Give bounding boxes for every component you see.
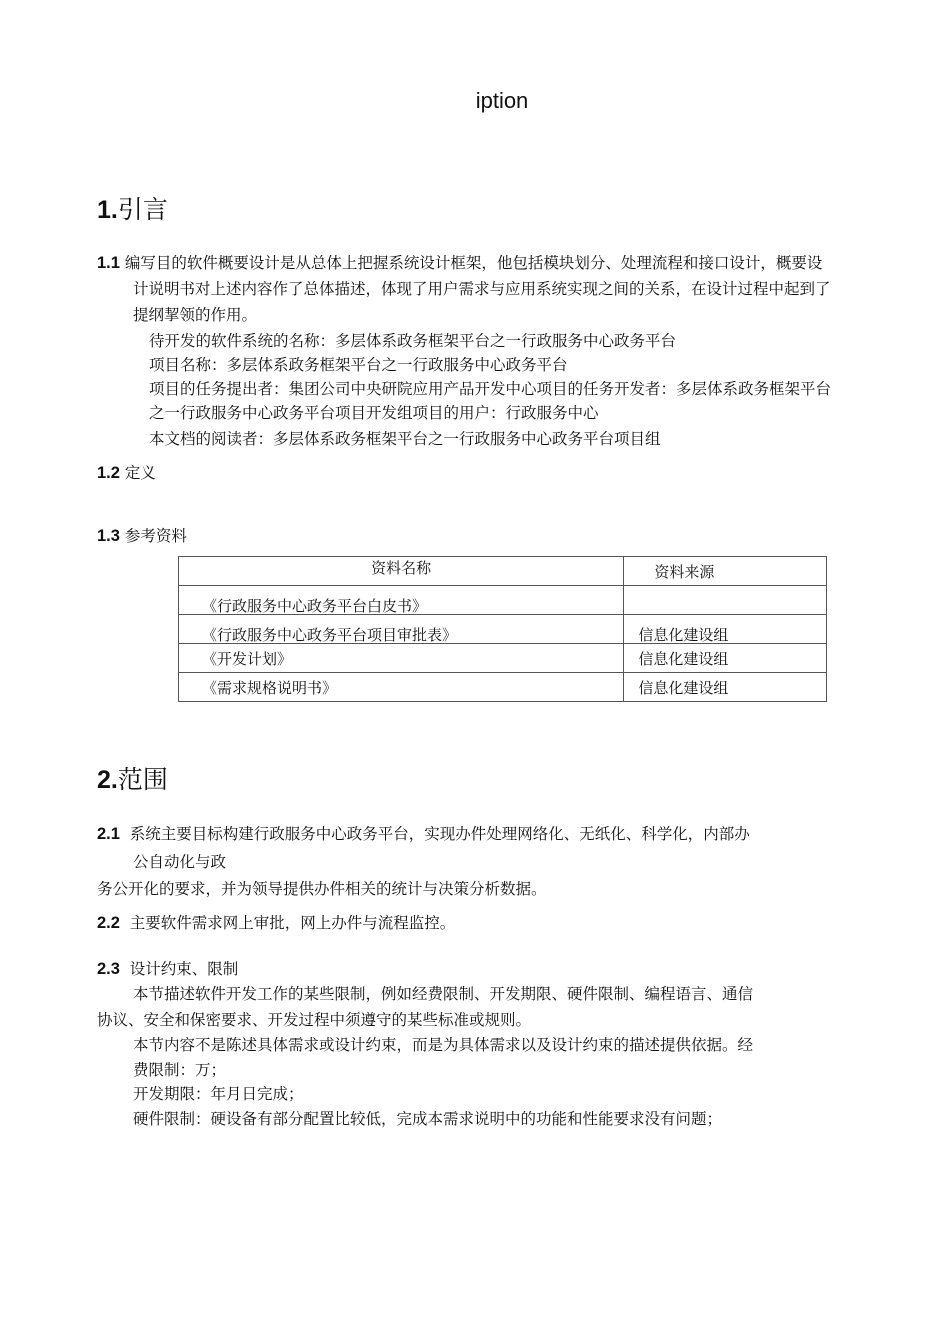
section-2-3-title: 设计约束、限制 xyxy=(129,960,239,978)
table-row xyxy=(179,644,827,673)
section-2-3-heading xyxy=(97,961,238,978)
section-1-1-number: 1.1 xyxy=(97,254,120,272)
section-2-3-line-4: 费限制：万； xyxy=(133,1061,227,1079)
section-1-1-item-2: 项目名称：多层体系政务框架平台之一行政服务中心政务平台 xyxy=(149,356,568,374)
reference-table xyxy=(178,556,827,702)
section-2-3-line-5: 开发期限：年月日完成； xyxy=(133,1085,304,1103)
section-2-3-line-3: 本节内容不是陈述具体需求或设计约束，而是为具体需求以及设计约束的描述提供依据。经 xyxy=(133,1036,754,1054)
table-header-cell: 资料名称 xyxy=(179,557,624,586)
section-2-2-heading xyxy=(97,915,455,932)
table-cell: 信息化建设组 xyxy=(624,673,827,702)
section-1-3-title: 参考资料 xyxy=(124,527,187,545)
section-1-1-item-3: 项目的任务提出者：集团公司中央研院应用产品开发中心项目的任务开发者：多层体系政务框架平台 xyxy=(149,380,832,398)
section-1-1-line-1: 软件概要设计是从总体上把握系统设计框架，他包括模块划分、处理流程和接口设计，概要设 xyxy=(186,254,823,272)
table-cell: 《行政服务中心政务平台白皮书》 xyxy=(179,586,624,615)
section-1-1-heading xyxy=(97,255,822,272)
section-1-heading xyxy=(97,197,168,223)
table-cell: 信息化建设组 xyxy=(624,615,827,644)
section-1-title: 引言 xyxy=(117,195,168,224)
table-header-row xyxy=(179,557,827,586)
table-header-cell: 资料来源 xyxy=(624,557,827,586)
section-1-2-number: 1.2 xyxy=(97,464,120,482)
section-2-1-number: 2.1 xyxy=(97,825,120,843)
table-cell: 《行政服务中心政务平台项目审批表》 xyxy=(179,615,624,644)
section-1-1-line-3: 提纲挈领的作用。 xyxy=(133,306,258,324)
section-2-number: 2. xyxy=(97,766,118,794)
section-1-1-item-4: 之一行政服务中心政务平台项目开发组项目的用户：行政服务中心 xyxy=(149,404,599,422)
section-2-2-text: 主要软件需求网上审批，网上办件与流程监控。 xyxy=(129,914,456,932)
table-cell: 信息化建设组 xyxy=(624,644,827,673)
section-1-3-number: 1.3 xyxy=(97,527,120,545)
table-cell: 《开发计划》 xyxy=(179,644,624,673)
table-row xyxy=(179,586,827,615)
section-1-3-heading xyxy=(97,528,187,545)
table-cell: 《需求规格说明书》 xyxy=(179,673,624,702)
table-cell xyxy=(624,586,827,615)
section-1-1-item-1: 待开发的软件系统的名称：多层体系政务框架平台之一行政服务中心政务平台 xyxy=(149,332,677,350)
section-1-1-line-2: 计说明书对上述内容作了总体描述，体现了用户需求与应用系统实现之间的关系，在设计过程中起到了 xyxy=(133,280,831,298)
section-2-heading xyxy=(97,767,168,793)
section-2-1-line-2: 公自动化与政 xyxy=(133,853,227,871)
section-2-3-line-2: 协议、安全和保密要求、开发过程中须遵守的某些标准或规则。 xyxy=(97,1011,532,1029)
section-1-2-heading xyxy=(97,465,156,482)
section-2-title: 范围 xyxy=(117,765,168,794)
section-1-1-item-5: 本文档的阅读者：多层体系政务框架平台之一行政服务中心政务平台项目组 xyxy=(149,430,661,448)
section-2-3-line-6: 硬件限制：硬设备有部分配置比较低，完成本需求说明中的功能和性能要求没有问题； xyxy=(133,1110,723,1128)
section-1-number: 1. xyxy=(97,196,118,224)
section-2-3-number: 2.3 xyxy=(97,960,120,978)
section-2-3-line-1: 本节描述软件开发工作的某些限制，例如经费限制、开发期限、硬件限制、编程语言、通信 xyxy=(133,985,754,1003)
section-2-1-heading xyxy=(97,826,750,843)
section-2-1-line-3: 务公开化的要求，并为领导提供办件相关的统计与决策分析数据。 xyxy=(97,880,547,898)
section-2-1-line-1: 系统主要目标构建行政服务中心政务平台，实现办件处理网络化、无纸化、科学化，内部办 xyxy=(129,825,750,843)
document-title: iption xyxy=(475,88,529,113)
table-row xyxy=(179,615,827,644)
table-row xyxy=(179,673,827,702)
section-2-2-number: 2.2 xyxy=(97,914,120,932)
section-1-1-title: 编写目的 xyxy=(124,254,187,272)
section-1-2-title: 定义 xyxy=(124,464,156,482)
